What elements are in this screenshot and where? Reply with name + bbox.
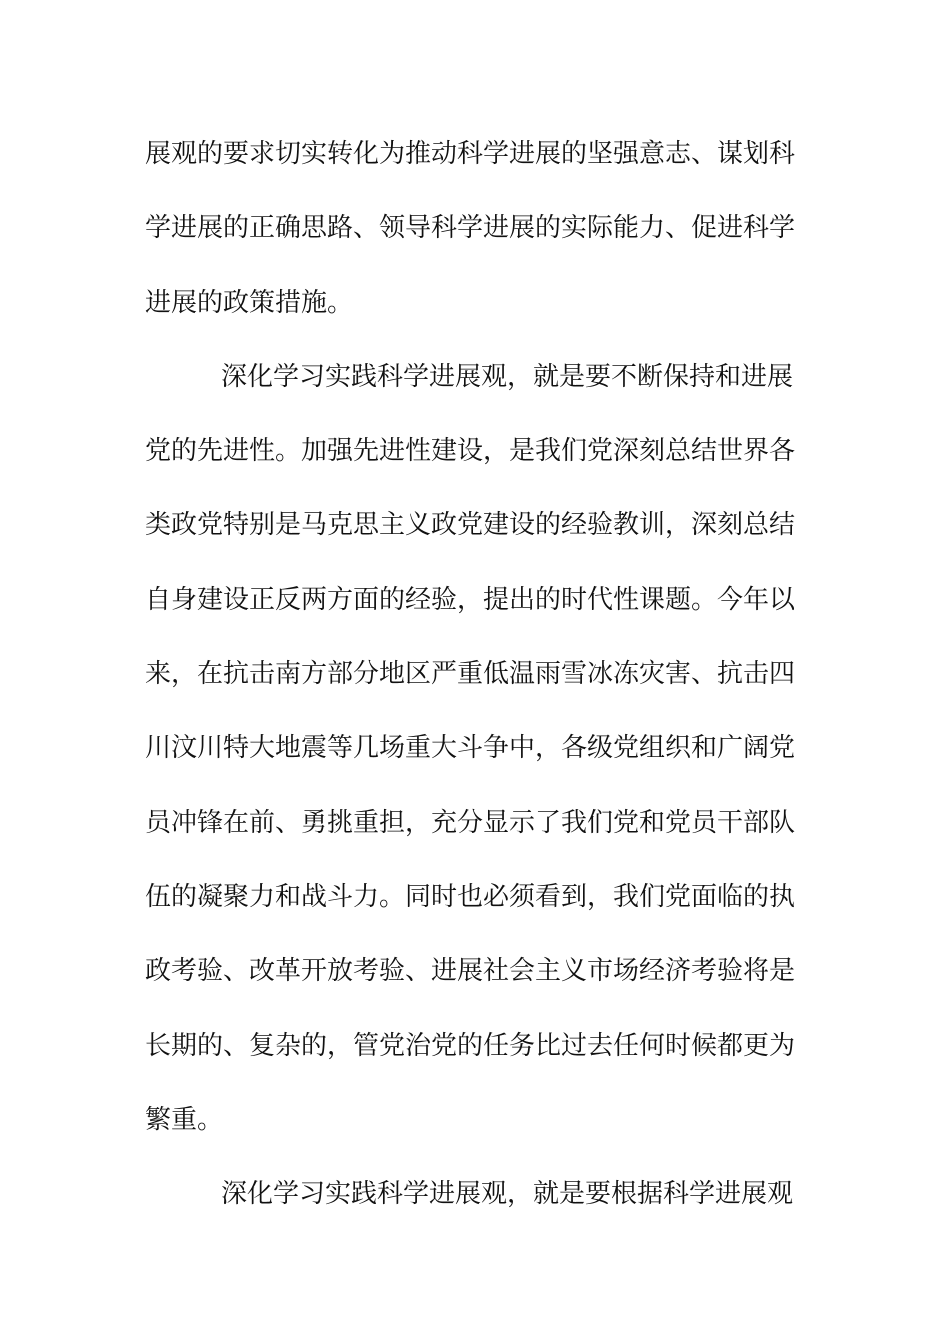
text-line: 类政党特别是马克思主义政党建设的经验教训，深刻总结 [145, 510, 796, 541]
paragraph-first-line: 深化学习实践科学进展观，就是要不断保持和进展 [221, 361, 794, 392]
text-line: 员冲锋在前、勇挑重担，充分显示了我们党和党员干部队 [145, 807, 796, 838]
text-line: 进展的政策措施。 [145, 287, 354, 318]
text-line: 政考验、改革开放考验、进展社会主义市场经济考验将是 [145, 956, 796, 987]
text-line: 自身建设正反两方面的经验，提出的时代性课题。今年以 [145, 584, 796, 615]
text-line: 繁重。 [145, 1104, 224, 1135]
text-line: 展观的要求切实转化为推动科学进展的坚强意志、谋划科 [145, 139, 796, 169]
text-line: 川汶川特大地震等几场重大斗争中，各级党组织和广阔党 [145, 733, 796, 764]
text-line: 来，在抗击南方部分地区严重低温雨雪冰冻灾害、抗击四 [145, 659, 796, 690]
text-line: 伍的凝聚力和战斗力。同时也必须看到，我们党面临的执 [145, 881, 796, 912]
text-line: 党的先进性。加强先进性建设，是我们党深刻总结世界各 [145, 436, 796, 467]
body-text [145, 128, 796, 1242]
paragraph-first-line: 深化学习实践科学进展观，就是要根据科学进展观 [221, 1179, 794, 1210]
text-line: 长期的、复杂的，管党治党的任务比过去任何时候都更为 [145, 1030, 796, 1061]
text-line: 学进展的正确思路、领导科学进展的实际能力、促进科学 [145, 213, 796, 244]
